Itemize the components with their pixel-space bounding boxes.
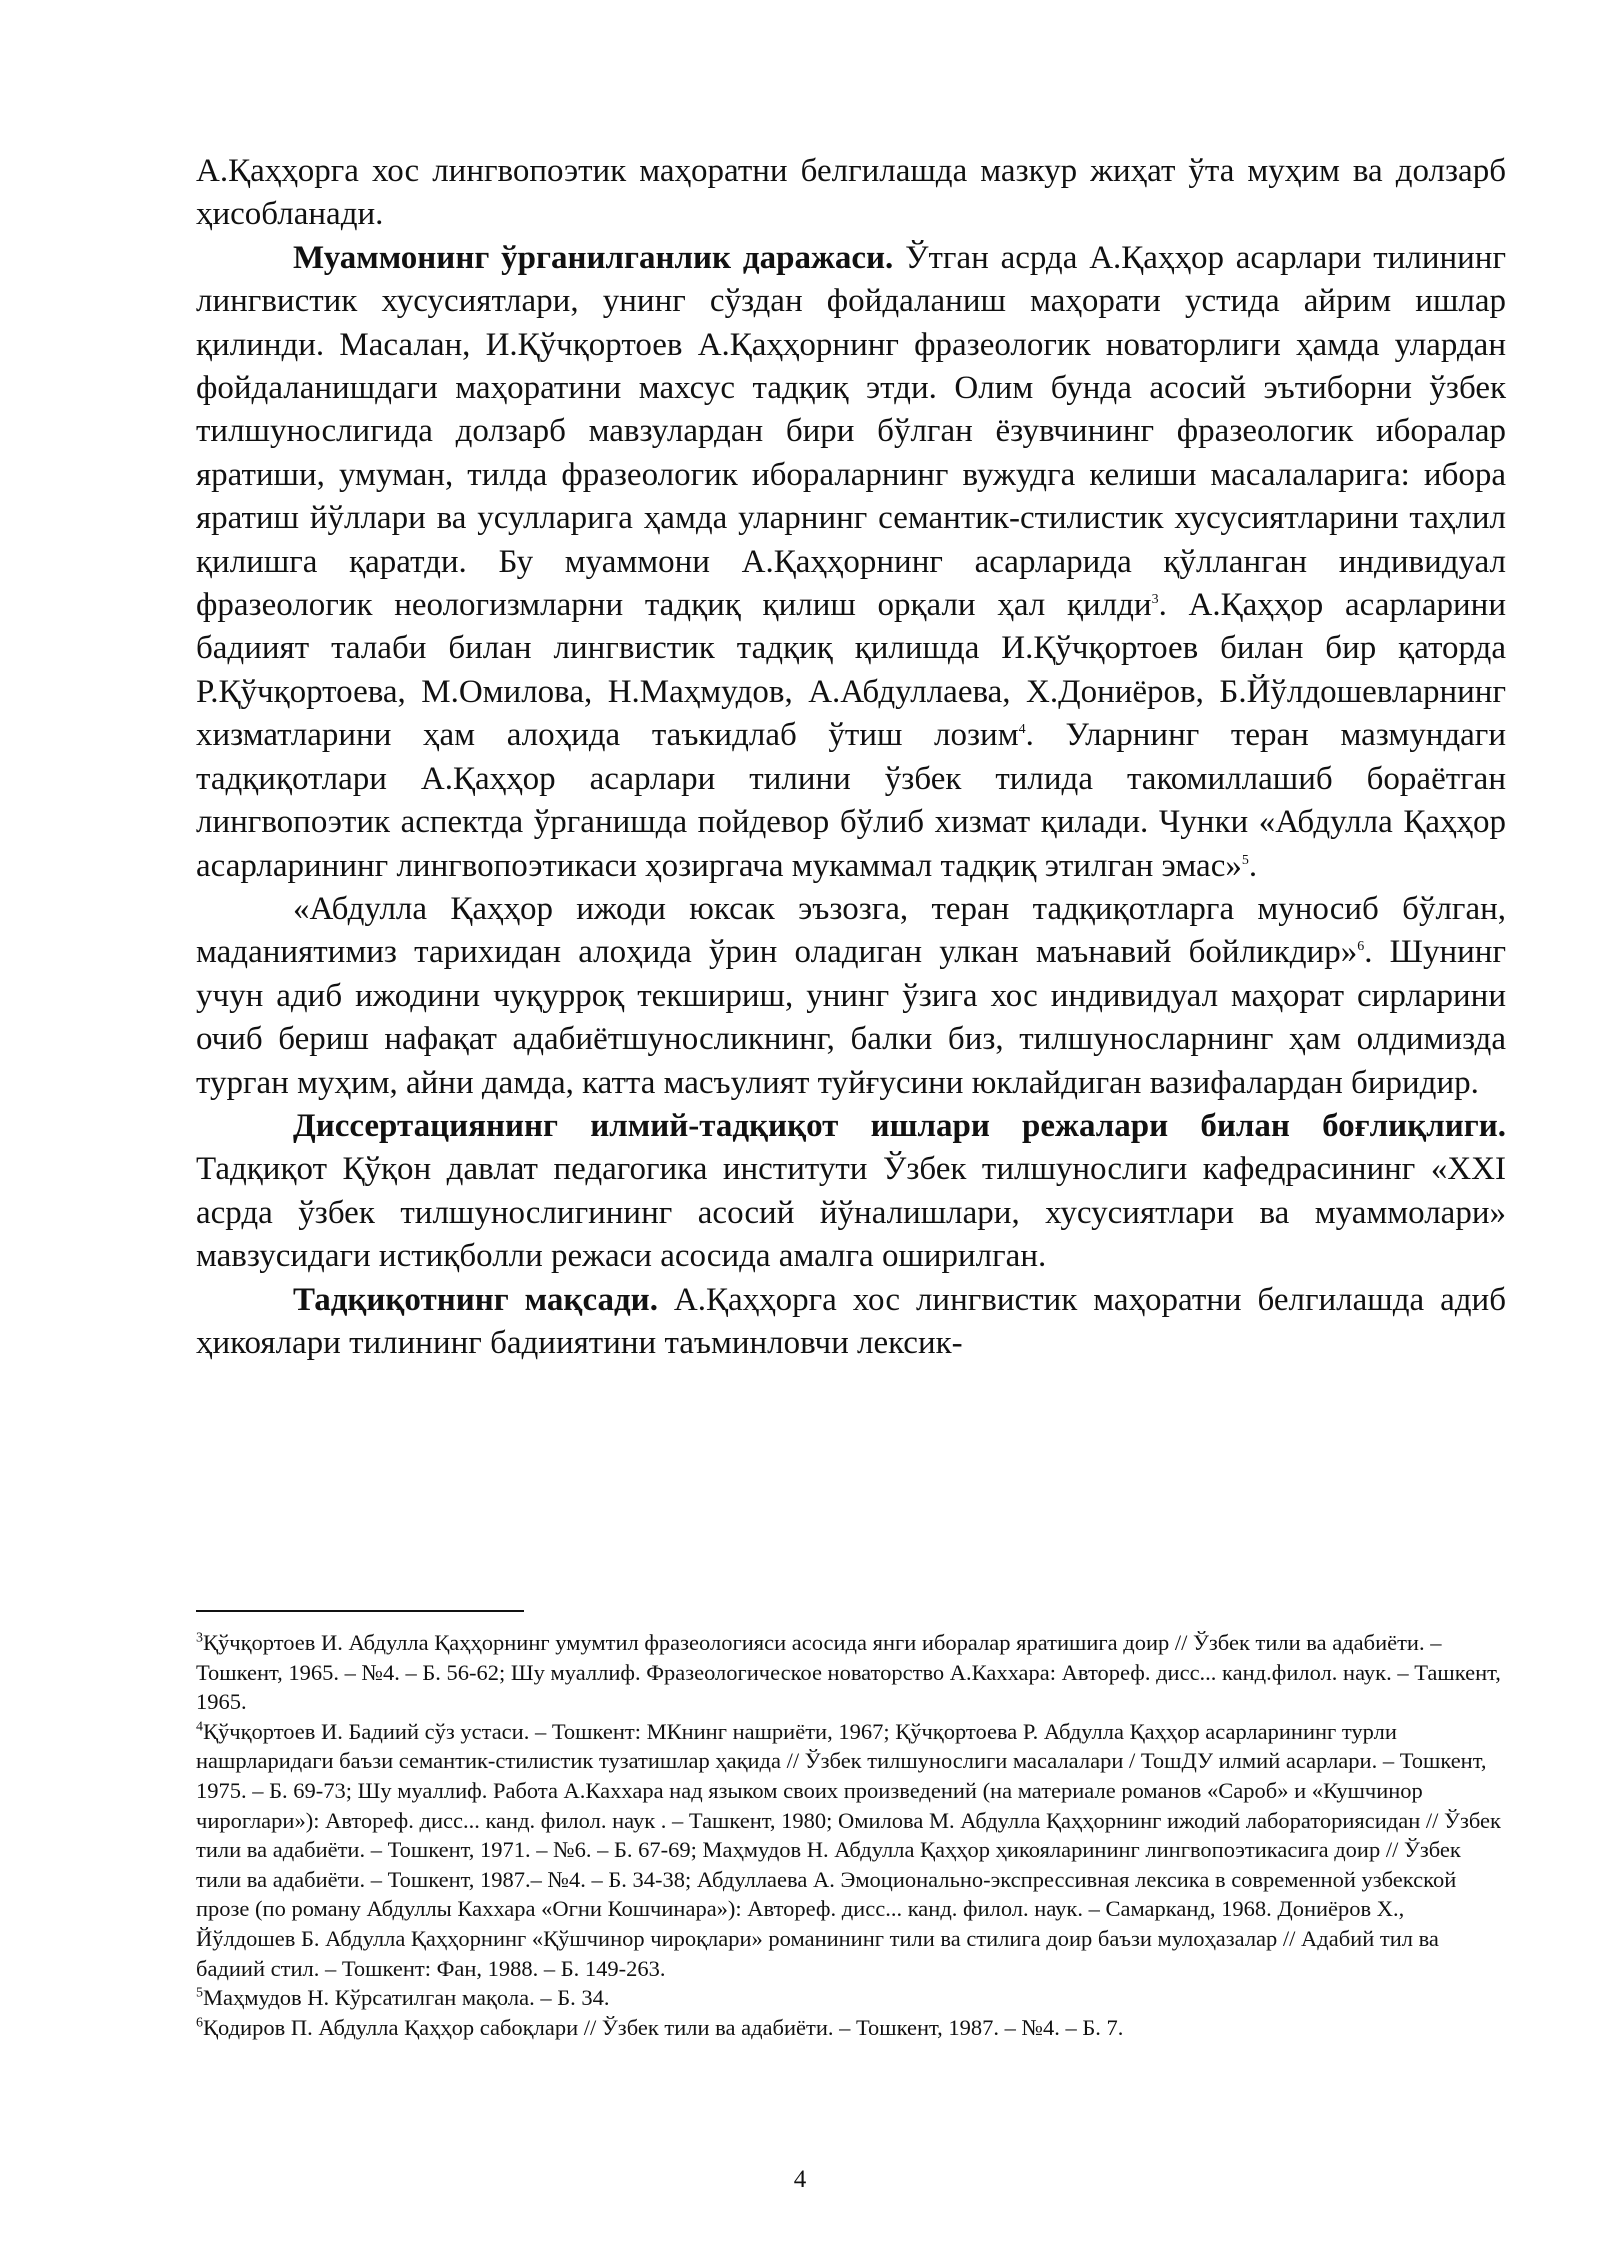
- footnote-separator: [196, 1610, 524, 1612]
- paragraph-text: А.Қаҳҳорга хос лингвистик маҳоратни белгилашда адиб ҳикоялари тилининг бадииятини таъминловчи лексик-: [196, 1281, 1506, 1361]
- page-body: [196, 150, 1506, 1365]
- footnote-5: [196, 1983, 1506, 2013]
- section-heading-research-degree: Муаммонинг ўрганилганлик даражаси.: [293, 239, 894, 276]
- footnote-number: 5: [196, 1985, 203, 2001]
- paragraph-text: . Шунинг учун адиб ижодини чуқурроқ текшириш, унинг ўзига хос индивидуал маҳорат сирларини очиб бериш нафақат адабиётшуносликнинг, балки биз, тилшуносларнинг ҳам олдимизда турган муҳим, айни дамда, катта масъулият туйғусини юклайдиган вазифалардан биридир.: [196, 934, 1506, 1101]
- footnote-text: Қодиров П. Абдулла Қаҳҳор сабоқлари // Ўзбек тили ва адабиёти. – Тошкент, 1987. – №4. – Б. 7.: [203, 2014, 1124, 2040]
- paragraph-text: Тадқиқот Қўқон давлат педагогика институти Ўзбек тилшунослиги кафедрасининг «XXI асрда ўзбек тилшунослигининг асосий йўналишлари, хусусиятлари ва муаммолари» мавзусидаги истиқболли режаси асосида амалга оширилган.: [196, 1151, 1506, 1275]
- footnote-number: 4: [196, 1719, 203, 1735]
- footnote-number: 6: [196, 2015, 203, 2031]
- footnote-ref-4[interactable]: 4: [1018, 722, 1026, 738]
- footnote-text: Қўчқортоев И. Абдулла Қаҳҳорнинг умумтил фразеологияси асосида янги иборалар яратишига доир // Ўзбек тили ва адабиёти. – Тошкент, 1965. – №4. – Б. 56-62; Шу муаллиф. Фразеологическое новаторство А.Каххара: Автореф. дисс... канд.филол. наук. – Ташкент, 1965.: [196, 1630, 1501, 1715]
- footnote-ref-3[interactable]: 3: [1151, 592, 1159, 608]
- paragraph-text: «Абдулла Қаҳҳор ижоди юксак эъзозга, теран тадқиқотларга муносиб бўлган, маданиятимиз тарихидан алоҳида ўрин оладиган улкан маънавий бойликдир»: [196, 890, 1506, 971]
- section-heading-research-plan: Диссертациянинг илмий-тадқиқот ишлари режалари билан боғлиқлиги.: [293, 1107, 1506, 1144]
- footnote-text: Қўчқортоев И. Бадиий сўз устаси. – Тошкент: МКнинг нашриёти, 1967; Қўчқортоева Р. Абдулла Қаҳҳор асарларининг турли нашрларидаги баъзи семантик-стилистик тузатишлар ҳақида // Ўзбек тилшунослиги масалалари / ТошДУ илмий асарлари. – Тошкент, 1975. – Б. 69-73; Шу муаллиф. Работа А.Каххара над языком своих произведений (на материале романов «Сароб» и «Кушчинор чироглари»): Автореф. дисс... канд. филол. наук . – Ташкент, 1980; Омилова М. Абдулла Қаҳҳорнинг ижодий лабораториясидан // Ўзбек тили ва адабиёти. – Тошкент, 1971. – №6. – Б. 67-69; Маҳмудов Н. Абдулла Қаҳҳор ҳикояларининг лингвопоэтикасига доир // Ўзбек тили ва адабиёти. – Тошкент, 1987.– №4. – Б. 34-38; Абдуллаева А. Эмоционально-экспрессивная лексика в современной узбекской прозе (по роману Абдуллы Каххара «Огни Кошчинара»): Автореф. дисс... канд. филол. наук. – Самарканд, 1968. Дониёров Х., Йўлдошев Б. Абдулла Қаҳҳорнинг «Қўшчинор чироқлари» романининг тили ва стилига доир баъзи мулоҳазалар // Адабий тил ва бадиий стил. – Тошкент: Фан, 1988. – Б. 149-263.: [196, 1718, 1501, 1981]
- section-heading-research-goal: Тадқиқотнинг мақсади.: [293, 1281, 658, 1318]
- footnote-text: Маҳмудов Н. Кўрсатилган мақола. – Б. 34.: [203, 1985, 610, 2011]
- paragraph-text: А.Қаҳҳорга хос лингвопоэтик маҳоратни белгилашда мазкур жиҳат ўта муҳим ва долзарб ҳисобланади.: [196, 153, 1506, 233]
- page-number: 4: [793, 2166, 807, 2193]
- footnote-ref-6[interactable]: 6: [1357, 939, 1365, 955]
- footnote-ref-5[interactable]: 5: [1241, 852, 1249, 868]
- footnote-4: [196, 1717, 1506, 1983]
- paragraph-research-degree: [196, 237, 1506, 888]
- paragraph-text: Ўтган асрда А.Қаҳҳор асарлари тилининг лингвистик хусусиятлари, унинг сўздан фойдаланиш маҳорати устида айрим ишлар қилинди. Масалан, И.Қўчқортоев А.Қаҳҳорнинг фразеологик новаторлиги ҳамда улардан фойдаланишдаги маҳоратини махсус тадқиқ этди. Олим бунда асосий эътиборни ўзбек тилшунослигида долзарб мавзулардан бири бўлган ёзувчининг фразеологик иборалар яратиши, умуман, тилда фразеологик ибораларнинг вужудга келиши масалаларига: ибора яратиш йўллари ва усулларига ҳамда уларнинг семантик-стилистик хусусиятларини таҳлил қилишга қаратди. Бу муаммони А.Қаҳҳорнинг асарларида қўлланган индивидуал фразеологик неологизмларни тадқиқ қилиш орқали ҳал қилди: [196, 239, 1506, 624]
- paragraph-intro: [196, 150, 1506, 237]
- main-text: [196, 150, 1506, 1365]
- footnotes: [196, 1628, 1506, 2042]
- footnote-number: 3: [196, 1630, 203, 1646]
- paragraph-text: . А.Қаҳҳор асарларини бадиият талаби билан лингвистик тадқиқ қилишда И.Қўчқортоев билан бир қаторда Р.Қўчқортоева, М.Омилова, Н.Маҳмудов, А.Абдуллаева, Х.Дониёров, Б.Йўлдошевларнинг хизматларини ҳам алоҳида таъкидлаб ўтиш лозим: [196, 587, 1506, 754]
- paragraph-research-plan: [196, 1105, 1506, 1279]
- paragraph-text: .: [1248, 847, 1258, 884]
- paragraph-text: . Уларнинг теран мазмундаги тадқиқотлари А.Қаҳҳор асарлари тилини ўзбек тилида такомиллашиб бораётган лингвопоэтик аспектда ўрганишда пойдевор бўлиб хизмат қилади. Чунки «Абдулла Қаҳҳор асарларининг лингвопоэтикаси ҳозиргача мукаммал тадқиқ этилган эмас»: [196, 717, 1506, 884]
- footnote-6: [196, 2013, 1506, 2043]
- paragraph-research-goal: [196, 1279, 1506, 1366]
- footnote-3: [196, 1628, 1506, 1717]
- paragraph-quote: [196, 888, 1506, 1105]
